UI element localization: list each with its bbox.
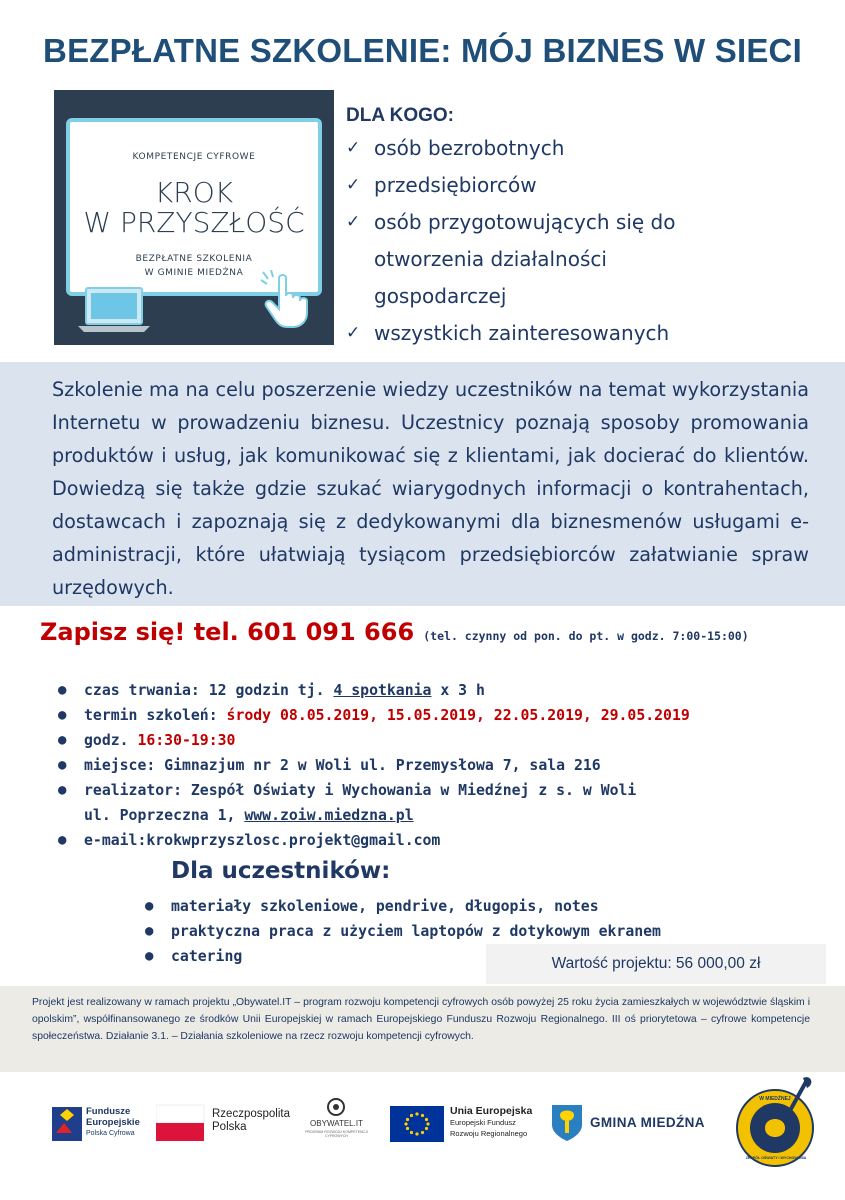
check-icon: ✓ — [346, 138, 361, 158]
hero-top-label: KOMPETENCJE CYFROWE — [132, 152, 256, 162]
project-value-box: Wartość projektu: 56 000,00 zł — [486, 944, 826, 984]
training-details-list — [58, 678, 818, 853]
benefit-item: ● praktyczna praca z użyciem laptopów z dotykowym ekranem — [145, 919, 795, 944]
contact-email[interactable]: e-mail:krokwprzyszlosc.projekt@gmail.com — [84, 832, 441, 849]
bullet-icon: ● — [58, 757, 67, 773]
benefit-item: ● materiały szkoleniowe, pendrive, długopis, notes — [145, 894, 795, 919]
signup-hours: (tel. czynny od pon. do pt. w godz. 7:00-15:00) — [423, 629, 749, 643]
hero-image-krok-w-przyszlosc — [54, 90, 334, 345]
bullet-icon: ● — [58, 732, 67, 748]
bullet-icon: ● — [58, 707, 67, 723]
fundusze-europejskie-logo: Fundusze Europejskie Polska Cyfrowa — [50, 1103, 150, 1143]
detail-email — [58, 828, 818, 853]
participants-heading: Dla uczestników: — [171, 858, 391, 884]
target-audience-list — [346, 130, 766, 352]
detail-duration: ● czas trwania: 12 godzin tj. 4 spotkania x 3 h — [58, 678, 818, 703]
hero-sub-line1: BEZPŁATNE SZKOLENIA — [135, 254, 253, 264]
bullet-icon: ● — [58, 682, 67, 698]
bullet-icon: ● — [58, 782, 67, 798]
detail-place: ● miejsce: Gimnazjum nr 2 w Woli ul. Przemysłowa 7, sala 216 — [58, 753, 818, 778]
zespol-oswiaty-logo: W MIEDŹNEJ ZESPÓŁ OŚWIATY I WYCHOWANIA — [735, 1076, 817, 1170]
bullet-icon: ● — [145, 923, 154, 939]
description-text: Szkolenie ma na celu poszerzenie wiedzy uczestników na temat wykorzystania Internetu w prowadzeniu biznesu. Uczestnicy poznają sposoby promowania produktów i usług, jak komunikować się z klientami, jak docierać do klientów. Dowiedzą się także gdzie szukać wiarygodnych informacji o kontrahentach, dostawcach i zapoznają się z dedykowanymi dla biznesmenów usługami e-administracji, które ułatwiają tysiącom przedsiębiorców załatwianie spraw urzędowych. — [52, 378, 809, 599]
audience-item: ✓ osób bezrobotnych — [346, 130, 766, 167]
polish-flag-icon — [156, 1104, 206, 1142]
bullet-icon: ● — [145, 948, 154, 964]
obywatel-it-logo: OBYWATEL.IT PROGRAM ROZWOJU KOMPETENCJI CYFROWYCH — [304, 1097, 369, 1147]
hero-headline-line2: W PRZYSZŁOŚĆ — [83, 206, 305, 239]
detail-term: ● termin szkoleń: środy 08.05.2019, 15.05.2019, 22.05.2019, 29.05.2019 — [58, 703, 818, 728]
check-icon: ✓ — [346, 323, 361, 343]
check-icon: ✓ — [346, 212, 361, 232]
unia-europejska-logo: Unia Europejska Europejski Fundusz Rozwoju Regionalnego — [390, 1105, 550, 1143]
audience-item: ✓ przedsiębiorców — [346, 167, 766, 204]
obywatel-ring-icon — [326, 1097, 346, 1117]
detail-organizer: ● realizator: Zespół Oświaty i Wychowania w Miedźnej z s. w Woli — [58, 778, 818, 803]
gmina-coat-of-arms-icon — [550, 1103, 584, 1143]
target-audience-heading: DLA KOGO: — [346, 105, 455, 126]
signup-phone: Zapisz się! tel. 601 091 666 — [40, 618, 415, 646]
detail-hours: ● godz. 16:30-19:30 — [58, 728, 818, 753]
benefit-item: ● catering — [145, 944, 795, 969]
rzeczpospolita-polska-logo: Rzeczpospolita Polska — [156, 1104, 296, 1142]
audience-item: ✓ osób przygotowujących się do — [346, 204, 766, 241]
page-title: BEZPŁATNE SZKOLENIE: MÓJ BIZNES W SIECI — [43, 32, 802, 69]
hero-sub-line2: W GMINIE MIEDŹNA — [144, 268, 244, 278]
detail-organizer-address: ul. Poprzeczna 1, www.zoiw.miedzna.pl — [84, 807, 414, 824]
gmina-miedzna-logo: GMINA MIEDŹNA — [550, 1103, 725, 1145]
audience-item-continuation: otworzenia działalności — [374, 247, 607, 271]
organizer-website-link[interactable]: www.zoiw.miedzna.pl — [244, 807, 414, 824]
audience-item-continuation: gospodarczej — [374, 284, 507, 308]
funding-disclaimer: Projekt jest realizowany w ramach projektu „Obywatel.IT – program rozwoju kompetencji cyfrowych osób powyżej 25 roku życia zamieszkałych w województwie śląskim i opolskim”, współfinansowanego ze środków Unii Europejskiej w ramach Europejskiego Funduszu Rozwoju Regionalnego. III oś priorytetowa – cyfrowe kompetencje społeczeństwa. Działanie 3.1. – Działania szkoleniowe na rzecz rozwoju kompetencji cyfrowych. — [32, 997, 810, 1042]
hero-headline-line1: KROK — [154, 176, 234, 209]
signup-line — [40, 618, 749, 646]
fe-star-icon — [50, 1103, 86, 1143]
eu-flag-icon — [390, 1106, 444, 1142]
check-icon: ✓ — [346, 175, 361, 195]
audience-item: ✓ wszystkich zainteresowanych — [346, 315, 766, 352]
laptop-icon — [78, 286, 150, 334]
bullet-icon: ● — [58, 832, 67, 848]
bullet-icon: ● — [145, 898, 154, 914]
pointing-hand-icon — [259, 270, 319, 330]
